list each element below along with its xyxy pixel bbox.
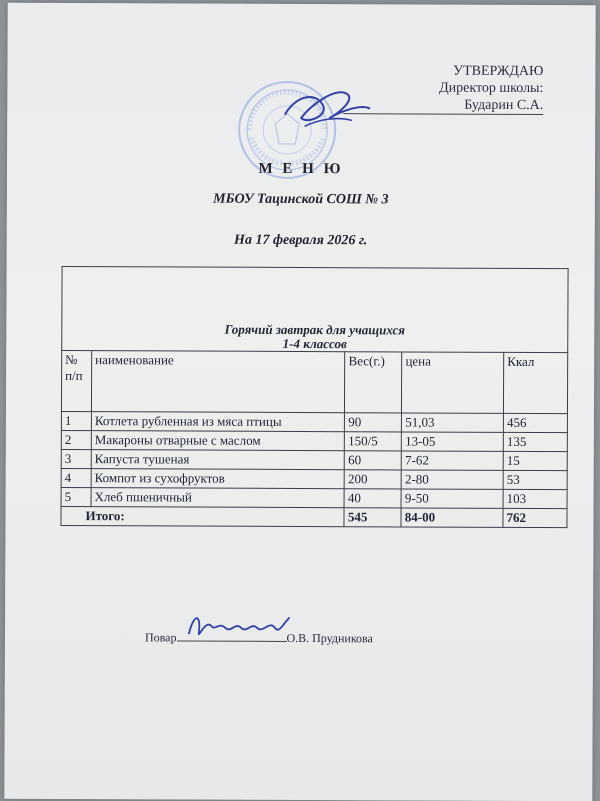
- total-weight: 545: [344, 508, 401, 527]
- dish-kcal: 103: [503, 489, 567, 508]
- total-label: Итого:: [61, 506, 344, 526]
- caption-line-2: 1-4 классов: [282, 335, 347, 352]
- table-header-row: [61, 350, 567, 413]
- column-header-number: № п/п: [61, 350, 91, 411]
- dish-kcal: 53: [503, 470, 567, 489]
- column-header-price: цена: [402, 352, 504, 413]
- menu-table: [60, 266, 568, 528]
- document-sheet: [4, 3, 595, 801]
- table-total-row: [61, 506, 567, 527]
- row-number: 2: [61, 430, 91, 449]
- dish-name: Хлеб пшеничный: [91, 488, 344, 508]
- dish-kcal: 135: [503, 432, 567, 451]
- dish-weight: 60: [345, 451, 402, 470]
- dish-name: Макароны отварные с маслом: [91, 431, 344, 451]
- cook-signature-line: [176, 640, 286, 641]
- dish-price: 13-05: [402, 432, 504, 451]
- table-caption: [62, 266, 568, 352]
- column-header-kcal: Ккал: [504, 352, 568, 413]
- dish-name: Капуста тушеная: [91, 450, 344, 470]
- dish-weight: 40: [344, 489, 401, 508]
- table-row: [61, 487, 567, 508]
- total-price: 84-00: [401, 508, 503, 527]
- cook-label: Повар: [144, 630, 177, 645]
- caption-line-1: Горячий завтрак для учащихся: [224, 321, 406, 338]
- director-name: Бударин С.А.: [343, 96, 543, 115]
- dish-weight: 150/5: [345, 432, 402, 451]
- table-row: [61, 411, 567, 432]
- approval-block: [343, 62, 543, 115]
- dish-price: 51,03: [402, 413, 504, 432]
- row-number: 3: [61, 449, 91, 468]
- school-name: МБОУ Тацинской СОШ № 3: [213, 191, 389, 208]
- total-kcal: 762: [503, 508, 567, 527]
- dish-price: 2-80: [401, 470, 503, 489]
- approval-title: УТВЕРЖДАЮ: [453, 63, 544, 80]
- column-header-weight: Вес(г.): [345, 352, 402, 413]
- dish-weight: 200: [344, 470, 401, 489]
- column-header-name: наименование: [91, 351, 345, 413]
- row-number: 5: [61, 487, 91, 506]
- row-number: 1: [61, 411, 91, 430]
- dish-kcal: 456: [503, 413, 567, 432]
- table-row: [61, 449, 567, 470]
- dish-weight: 90: [345, 413, 402, 432]
- director-position: Директор школы:: [439, 80, 544, 97]
- menu-date: На 17 февраля 2026 г.: [234, 232, 368, 249]
- cook-block: [145, 630, 373, 646]
- row-number: 4: [61, 468, 91, 487]
- dish-name: Компот из сухофруктов: [91, 469, 344, 489]
- dish-name: Котлета рубленная из мяса птицы: [91, 412, 344, 432]
- table-row: [61, 468, 567, 489]
- dish-price: 9-50: [401, 489, 503, 508]
- menu-title: М Е Н Ю: [258, 160, 344, 178]
- table-row: [61, 430, 567, 451]
- dish-kcal: 15: [503, 451, 567, 470]
- dish-price: 7-62: [402, 451, 504, 470]
- cook-name: О.В. Прудникова: [286, 630, 373, 646]
